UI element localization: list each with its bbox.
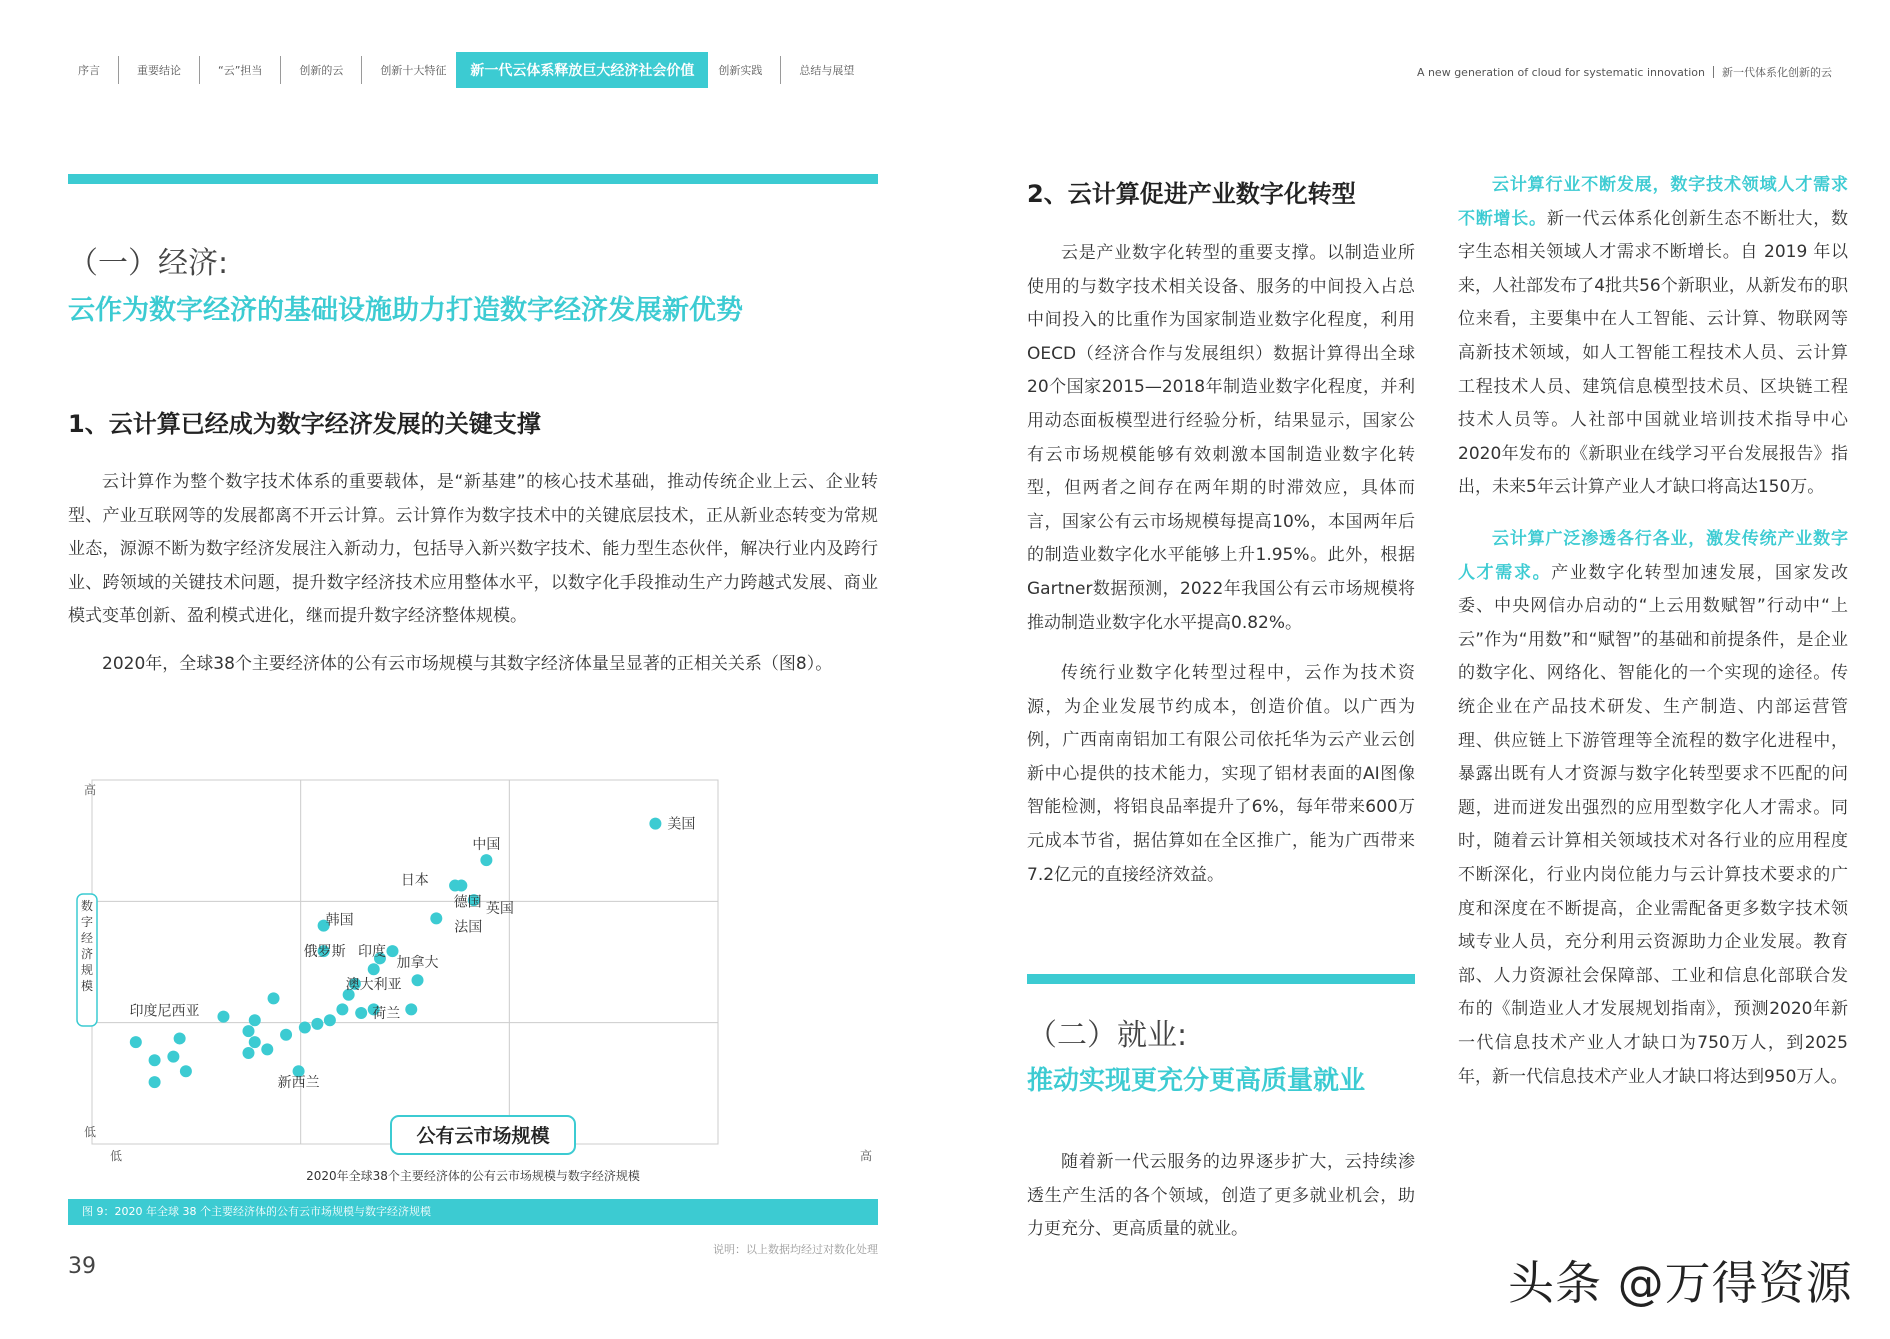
scatter-point-17 (324, 1014, 336, 1026)
x-axis-low-label: 低 (110, 1149, 123, 1163)
paragraph-talent-demand (1458, 169, 1848, 505)
scatter-point-8 (249, 1014, 261, 1026)
section-heading-economy: （一）经济: (68, 246, 229, 281)
header-chinese-title: 新一代体系化创新的云 (1722, 66, 1832, 79)
chart-title: 2020年全球38个主要经济体的公有云市场规模与数字经济规模 (306, 1169, 640, 1183)
nav-tab-6[interactable]: 创新实践 (718, 64, 763, 77)
paragraph-traditional-talent (1458, 523, 1848, 1094)
section-subheading-employment: 推动实现更充分更高质量就业 (1027, 1066, 1366, 1096)
highlight-talent-demand: 云计算行业不断发展，数字技术领域人才需求不断增长。 (1458, 175, 1848, 229)
data-label-2: 日本 (400, 872, 429, 889)
section-divider-bar-2 (1027, 974, 1415, 984)
scatter-point-24 (368, 963, 380, 975)
scatter-point-23 (355, 1007, 367, 1019)
nav-tab-7[interactable]: 总结与展望 (799, 64, 855, 77)
scatter-point-0 (130, 1036, 142, 1048)
scatter-point-18 (336, 1003, 348, 1015)
paragraph-industrial-digital: 云是产业数字化转型的重要支撑。以制造业所使用的与数字技术相关设备、服务的中间投入占总中间投入的比重作为国家制造业数字化程度，利用OECD（经济合作与发展组织）数据计算得出全球20个国家2015—2018年制造业数字化程度，并利用动态面板模型进行经验分析，结果显示，国家公有云市场规模能够有效刺激本国制造业数字化转型，但两者之间存在两年期的时滞效应，具体而言，国家公有云市场规模每提高10%，本国两年后的制造业数字化水平能够上升1.95%。此外，根据Gartner数据预测，2022年我国公有云市场规模将推动制造业数字化水平提高0.82%。 (1027, 243, 1415, 633)
data-label-5: 法国 (454, 919, 483, 936)
scatter-point-5 (180, 1065, 192, 1077)
nav-tab-1[interactable]: 重要结论 (137, 64, 181, 77)
page-number: 39 (68, 1254, 96, 1279)
watermark: 头条 @万得资源 (1508, 1256, 1853, 1310)
data-label-3: 德国 (453, 894, 482, 911)
data-label-1: 中国 (472, 837, 501, 854)
nav-separator (199, 56, 200, 84)
nav-separator (361, 56, 362, 84)
scatter-point-3 (174, 1032, 186, 1044)
data-label-4: 英国 (485, 901, 514, 918)
scatter-point-9 (249, 1036, 261, 1048)
highlight-traditional-talent: 云计算广泛渗透各行各业，激发传统产业数字人才需求。 (1458, 529, 1848, 583)
scatter-point-usa (649, 818, 661, 830)
paragraph-correlation: 2020年，全球38个主要经济体的公有云市场规模与其数字经济体量呈显著的正相关关系（图8）。 (102, 654, 833, 674)
scatter-point-11 (261, 1043, 273, 1055)
section-subheading-economy: 云作为数字经济的基础设施助力打造数字经济发展新优势 (68, 295, 743, 326)
x-axis-high-label: 高 (860, 1149, 873, 1163)
scatter-point-28 (405, 1003, 417, 1015)
y-axis-low-label: 低 (84, 1125, 97, 1139)
data-note: 说明：以上数据均经过对数化处理 (713, 1243, 878, 1256)
data-label-10: 澳大利亚 (345, 976, 402, 993)
scatter-point-2 (149, 1076, 161, 1088)
data-label-13: 新西兰 (277, 1075, 320, 1092)
scatter-point-6 (217, 1011, 229, 1023)
nav-tab-4[interactable]: 创新十大特征 (380, 64, 447, 77)
scatter-point-13 (280, 1029, 292, 1041)
subsection-title-1: 1、云计算已经成为数字经济发展的关键支撑 (68, 410, 541, 438)
nav-tab-2[interactable]: “云”担当 (218, 64, 263, 77)
text-talent-demand: 新一代云体系化创新生态不断壮大，数字生态相关领域人才需求不断增长。自 2019 年以来，人社部发布了4批共56个新职业，从新发布的职位来看，主要集中在人工智能、云计算、物联网等高新技术领域，如人工智能工程技术人员、云计算工程技术人员、建筑信息模型技术员、区块链工程技术人员等。人社部中国就业培训技术指导中心2020年发布的《新职业在线学习平台发展报告》指出，未来5年云计算产业人才缺口将高达150万。 (1458, 208, 1849, 498)
figure-caption: 图 9：2020 年全球 38 个主要经济体的公有云市场规模与数字经济规模 (68, 1199, 878, 1225)
nav-separator (118, 56, 119, 84)
scatter-point-12 (268, 992, 280, 1004)
nav-tab-3[interactable]: 创新的云 (299, 64, 344, 77)
subsection-title-2: 2、云计算促进产业数字化转型 (1027, 180, 1356, 208)
x-axis-label: 公有云市场规模 (416, 1125, 550, 1147)
nav-tab-5[interactable]: 新一代云体系释放巨大经济社会价值 (456, 52, 708, 88)
scatter-point-30 (430, 912, 442, 924)
data-label-8: 印度 (357, 944, 386, 961)
section-heading-employment: （二）就业: (1027, 1018, 1188, 1053)
scatter-point-1 (149, 1054, 161, 1066)
scatter-point-4 (167, 1051, 179, 1063)
scatter-point-29 (412, 974, 424, 986)
scatter-point-32 (455, 880, 467, 892)
scatter-chart (68, 770, 878, 1190)
header-english-title: A new generation of cloud for systematic innovation (1416, 66, 1705, 79)
nav-separator (280, 56, 281, 84)
data-label-12: 印度尼西亚 (129, 1003, 200, 1020)
top-navigation (68, 52, 864, 88)
text-traditional-talent: 产业数字化转型加速发展，国家发改委、中央网信办启动的“上云用数赋智”行动中“上云”作为“用数”和“赋智”的基础和前提条件，是企业的数字化、网络化、智能化的一个实现的途径。传统企业在产品技术研发、生产制造、内部运营管理、供应链上下游管理等全流程的数字化进程中，暴露出既有人才资源与数字化转型要求不匹配的问题，进而迸发出强烈的应用型数字化人才需求。同时，随着云计算相关领域技术对各行业的应用程度不断深化，行业内岗位能力与云计算技术要求的广度和深度在不断提高，企业需配备更多数字技术领域专业人员，充分利用云资源助力企业发展。教育部、人力资源社会保障部、工业和信息化部联合发布的《制造业人才发展规划指南》，预测2020年新一代信息技术产业人才缺口为750万人，到2025年，新一代信息技术产业人才缺口将达到950万人。 (1458, 562, 1848, 1087)
scatter-point-15 (299, 1022, 311, 1034)
paragraph-cloud-support: 云计算作为整个数字技术体系的重要载体，是“新基建”的核心技术基础，推动传统企业上云、企业转型、产业互联网等的发展都离不开云计算。云计算作为数字技术中的关键底层技术，正从新业态转变为常规业态，源源不断为数字经济发展注入新动力，包括导入新兴数字技术、能力型生态伙伴，解决行业内及跨行业、跨领域的关键技术问题，提升数字经济技术应用整体水平，以数字化手段推动生产力跨越式发展、商业模式变革创新、盈利模式进化，继而提升数字经济整体规模。 (68, 472, 878, 627)
data-label-0: 美国 (667, 816, 696, 833)
scatter-point-34 (480, 854, 492, 866)
y-axis-high-label: 高 (84, 783, 97, 797)
section-divider-bar (68, 174, 878, 184)
nav-tab-0[interactable]: 序言 (78, 64, 100, 77)
data-label-11: 荷兰 (372, 1005, 401, 1022)
header-right (1417, 64, 1832, 80)
nav-separator (780, 56, 781, 84)
scatter-point-16 (311, 1018, 323, 1030)
data-label-6: 加拿大 (396, 955, 439, 971)
scatter-point-7 (243, 1025, 255, 1037)
data-label-7: 韩国 (325, 912, 354, 929)
y-axis-label: 数字经济规模 (80, 899, 94, 993)
data-label-9: 俄罗斯 (303, 944, 346, 961)
paragraph-traditional-industry: 传统行业数字化转型过程中，云作为技术资源，为企业发展节约成本，创造价值。以广西为例，广西南南铝加工有限公司依托华为云产业云创新中心提供的技术能力，实现了铝材表面的AI图像智能检测，将铝良品率提升了6%，每年带来600万元成本节省，据估算如在全区推广，能为广西带来7.2亿元的直接经济效益。 (1027, 663, 1415, 885)
paragraph-employment: 随着新一代云服务的边界逐步扩大，云持续渗透生产生活的各个领域，创造了更多就业机会，助力更充分、更高质量的就业。 (1027, 1152, 1415, 1240)
scatter-point-10 (243, 1047, 255, 1059)
